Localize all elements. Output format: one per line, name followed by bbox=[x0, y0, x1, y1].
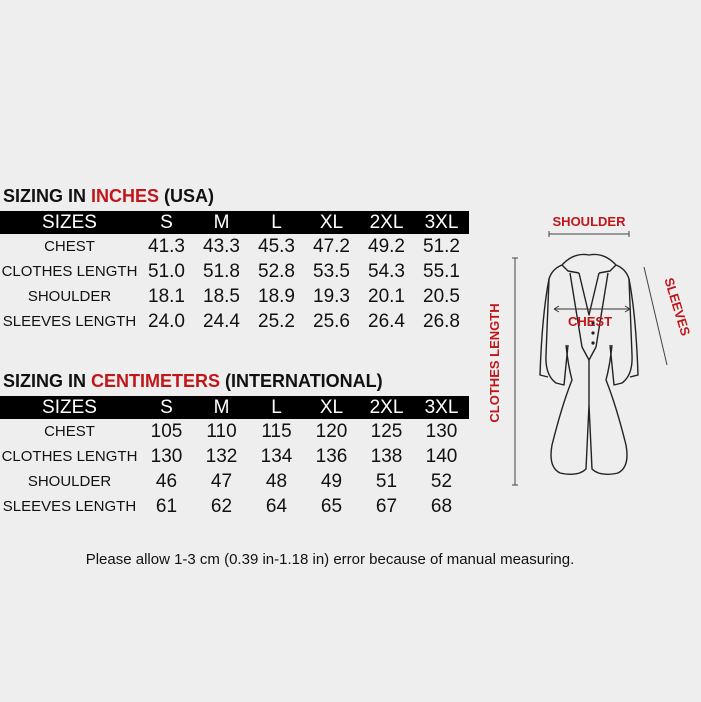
table-cell: 105 bbox=[150, 420, 183, 442]
row-label: CHEST bbox=[44, 238, 95, 255]
cm-title-prefix: SIZING IN bbox=[3, 371, 92, 391]
table-cell: 136 bbox=[315, 445, 348, 467]
table-cell: 51.2 bbox=[423, 235, 460, 257]
row-label: CHEST bbox=[44, 423, 95, 440]
row-label: SLEEVES LENGTH bbox=[2, 313, 137, 330]
table-cell: 55.1 bbox=[423, 260, 460, 282]
table-cell: 138 bbox=[370, 445, 403, 467]
table-cell: 61 bbox=[155, 495, 178, 517]
chest-label: CHEST bbox=[567, 314, 613, 329]
tailcoat-diagram bbox=[482, 205, 697, 505]
table-cell: 26.4 bbox=[368, 310, 405, 332]
table-cell: 47.2 bbox=[313, 235, 350, 257]
table-cell: 20.1 bbox=[368, 285, 405, 307]
header-cell: 3XL bbox=[424, 396, 459, 418]
sleeves-label: SLEEVES bbox=[661, 275, 694, 338]
table-cell: 18.9 bbox=[258, 285, 295, 307]
cm-title-accent: CENTIMETERS bbox=[91, 371, 221, 391]
header-cell: S bbox=[160, 396, 173, 418]
header-cell: M bbox=[213, 211, 230, 233]
table-cell: 52.8 bbox=[258, 260, 295, 282]
table-cell: 19.3 bbox=[313, 285, 350, 307]
cm-size-table bbox=[0, 396, 469, 519]
table-header-row bbox=[0, 211, 469, 234]
table-cell: 65 bbox=[320, 495, 343, 517]
table-cell: 134 bbox=[260, 445, 293, 467]
shoulder-label: SHOULDER bbox=[552, 214, 626, 229]
table-cell: 49.2 bbox=[368, 235, 405, 257]
table-cell: 18.1 bbox=[148, 285, 185, 307]
cm-title-suffix: (INTERNATIONAL) bbox=[220, 371, 383, 391]
table-cell: 41.3 bbox=[148, 235, 185, 257]
table-cell: 51 bbox=[375, 470, 398, 492]
table-cell: 130 bbox=[425, 420, 458, 442]
table-cell: 68 bbox=[430, 495, 453, 517]
table-cell: 49 bbox=[320, 470, 343, 492]
header-cell: XL bbox=[319, 396, 344, 418]
header-cell: 3XL bbox=[424, 211, 459, 233]
table-cell: 48 bbox=[265, 470, 288, 492]
table-row bbox=[0, 494, 469, 519]
cm-title bbox=[3, 371, 383, 392]
header-cell: L bbox=[271, 396, 282, 418]
table-cell: 140 bbox=[425, 445, 458, 467]
header-cell: 2XL bbox=[369, 396, 404, 418]
table-cell: 20.5 bbox=[423, 285, 460, 307]
table-cell: 47 bbox=[210, 470, 233, 492]
measurement-note: Please allow 1-3 cm (0.39 in-1.18 in) error because of manual measuring. bbox=[85, 551, 575, 568]
table-row bbox=[0, 469, 469, 494]
row-label: SHOULDER bbox=[27, 473, 112, 490]
table-row bbox=[0, 444, 469, 469]
table-cell: 25.2 bbox=[258, 310, 295, 332]
table-cell: 62 bbox=[210, 495, 233, 517]
table-cell: 132 bbox=[205, 445, 238, 467]
header-cell: L bbox=[271, 211, 282, 233]
header-cell: S bbox=[160, 211, 173, 233]
inches-title-suffix: (USA) bbox=[159, 186, 215, 206]
table-cell: 25.6 bbox=[313, 310, 350, 332]
table-cell: 110 bbox=[206, 420, 237, 442]
row-label: CLOTHES LENGTH bbox=[1, 263, 138, 280]
table-cell: 26.8 bbox=[423, 310, 460, 332]
table-row bbox=[0, 259, 469, 284]
header-cell: SIZES bbox=[42, 396, 97, 418]
table-cell: 51.8 bbox=[203, 260, 240, 282]
table-cell: 64 bbox=[265, 495, 288, 517]
row-label: CLOTHES LENGTH bbox=[1, 448, 138, 465]
inches-size-table bbox=[0, 211, 469, 334]
table-cell: 52 bbox=[430, 470, 453, 492]
table-cell: 125 bbox=[370, 420, 403, 442]
table-cell: 24.0 bbox=[148, 310, 185, 332]
header-cell: SIZES bbox=[42, 211, 97, 233]
inches-title-prefix: SIZING IN bbox=[3, 186, 92, 206]
table-cell: 120 bbox=[315, 420, 348, 442]
table-cell: 46 bbox=[155, 470, 178, 492]
inches-title bbox=[3, 186, 214, 207]
table-cell: 67 bbox=[375, 495, 398, 517]
table-cell: 43.3 bbox=[203, 235, 240, 257]
header-cell: XL bbox=[319, 211, 344, 233]
table-cell: 24.4 bbox=[203, 310, 240, 332]
header-cell: 2XL bbox=[369, 211, 404, 233]
table-cell: 53.5 bbox=[313, 260, 350, 282]
clothes-length-label: CLOTHES LENGTH bbox=[487, 303, 502, 423]
table-cell: 18.5 bbox=[203, 285, 240, 307]
table-row bbox=[0, 284, 469, 309]
table-cell: 51.0 bbox=[148, 260, 185, 282]
row-label: SLEEVES LENGTH bbox=[2, 498, 137, 515]
table-header-row bbox=[0, 396, 469, 419]
table-row bbox=[0, 309, 469, 334]
table-row bbox=[0, 419, 469, 444]
table-cell: 130 bbox=[150, 445, 183, 467]
tailcoat-icon bbox=[540, 254, 638, 474]
table-cell: 54.3 bbox=[368, 260, 405, 282]
table-row bbox=[0, 234, 469, 259]
header-cell: M bbox=[213, 396, 230, 418]
table-cell: 45.3 bbox=[258, 235, 295, 257]
table-cell: 115 bbox=[261, 420, 292, 442]
row-label: SHOULDER bbox=[27, 288, 112, 305]
inches-title-accent: INCHES bbox=[91, 186, 160, 206]
